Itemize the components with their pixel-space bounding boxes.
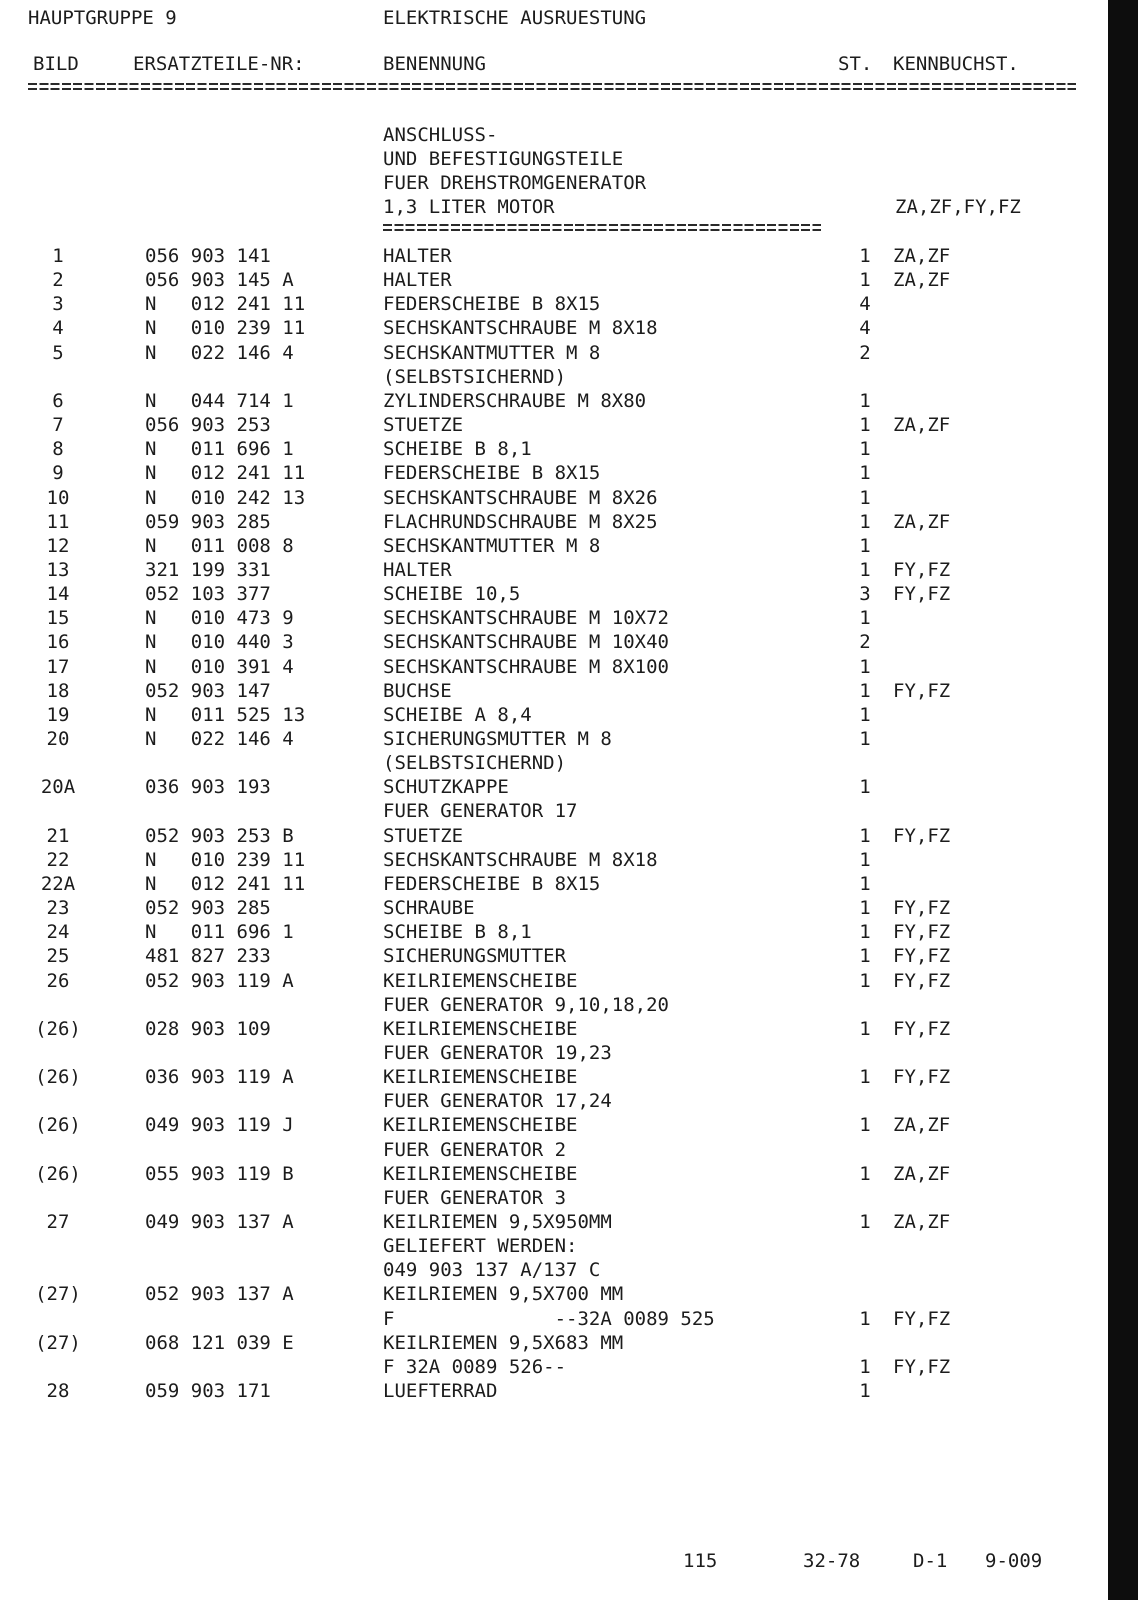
name-cell: FLACHRUNDSCHRAUBE M 8X25 <box>383 510 658 533</box>
table-row <box>0 1017 1100 1041</box>
table-row <box>0 316 1100 340</box>
part-number-cell: N 022 146 4 <box>145 728 294 750</box>
column-header-code: KENNBUCHST. <box>893 53 1019 75</box>
table-row <box>0 751 1100 775</box>
quantity-cell: 1 <box>859 921 871 944</box>
table-row <box>0 341 1100 365</box>
name-cell: SECHSKANTSCHRAUBE M 10X72 <box>383 607 669 630</box>
name-cell: ZYLINDERSCHRAUBE M 8X80 <box>383 389 647 412</box>
part-number-cell: N 010 239 11 <box>145 317 306 340</box>
quantity-cell: 1 <box>859 848 871 871</box>
name-cell: STUETZE <box>383 824 464 847</box>
column-header-quantity: ST. <box>838 53 873 75</box>
quantity-cell: 1 <box>859 1355 871 1378</box>
reference-code: 9-009 <box>985 1550 1043 1572</box>
section-line: UND BEFESTIGUNGSTEILE <box>383 148 624 170</box>
table-row <box>0 920 1100 944</box>
part-number-cell: N 044 714 1 <box>145 389 294 412</box>
name-cell: FUER GENERATOR 9,10,18,20 <box>383 993 669 1016</box>
part-number-cell: 481 827 233 <box>145 945 271 968</box>
quantity-cell: 1 <box>859 897 871 920</box>
part-number-cell: 059 903 285 <box>145 510 271 533</box>
table-row <box>0 1041 1100 1065</box>
part-number-cell: N 012 241 11 <box>145 462 306 485</box>
name-cell: SECHSKANTSCHRAUBE M 8X26 <box>383 486 658 509</box>
part-number-cell: 028 903 109 <box>145 1017 271 1040</box>
quantity-cell: 4 <box>859 317 871 340</box>
name-cell: KEILRIEMENSCHEIBE <box>383 1066 578 1089</box>
part-number-cell: N 011 696 1 <box>145 921 294 944</box>
name-cell: F --32A 0089 525 <box>383 1307 715 1330</box>
table-row <box>0 1379 1100 1403</box>
name-cell: FEDERSCHEIBE B 8X15 <box>383 462 601 485</box>
table-row <box>0 703 1100 727</box>
table-row <box>0 1113 1100 1137</box>
code-cell: FY,FZ <box>893 921 951 944</box>
table-row <box>0 510 1100 534</box>
part-number-cell: 056 903 253 <box>145 414 271 437</box>
part-number-cell: 049 903 137 A <box>145 1211 294 1233</box>
bild-cell: (27) <box>35 1283 81 1306</box>
part-number-cell: 052 903 119 A <box>145 969 294 992</box>
column-header-bild: BILD <box>33 53 79 75</box>
table-row <box>0 365 1100 389</box>
part-number-cell: N 011 696 1 <box>145 438 294 461</box>
name-cell: SICHERUNGSMUTTER M 8 <box>383 728 612 750</box>
table-row <box>0 413 1100 437</box>
table-row <box>0 1307 1100 1331</box>
table-row <box>0 606 1100 630</box>
section-line: FUER DREHSTROMGENERATOR <box>383 172 647 194</box>
table-row <box>0 292 1100 316</box>
code-cell: ZA,ZF <box>893 1114 951 1137</box>
bild-cell: 6 <box>52 389 64 412</box>
name-cell: FUER GENERATOR 3 <box>383 1186 567 1209</box>
part-number-cell: N 010 242 13 <box>145 486 306 509</box>
name-cell: HALTER <box>383 245 452 267</box>
quantity-cell: 1 <box>859 1114 871 1137</box>
code-cell: FY,FZ <box>893 1066 951 1089</box>
part-number-cell: N 011 525 13 <box>145 703 306 726</box>
quantity-cell: 1 <box>859 462 871 485</box>
quantity-cell: 1 <box>859 1380 871 1403</box>
table-row <box>0 1162 1100 1186</box>
part-number-cell: N 010 239 11 <box>145 848 306 871</box>
name-cell: BUCHSE <box>383 679 452 702</box>
quantity-cell: 1 <box>859 703 871 726</box>
table-row <box>0 244 1100 268</box>
code-cell: FY,FZ <box>893 558 951 581</box>
table-row <box>0 1065 1100 1089</box>
name-cell: 049 903 137 A/137 C <box>383 1259 601 1282</box>
edition-code: D-1 <box>913 1550 948 1572</box>
table-row <box>0 630 1100 654</box>
table-row <box>0 461 1100 485</box>
table-row <box>0 486 1100 510</box>
table-row <box>0 896 1100 920</box>
bild-cell: (26) <box>35 1017 81 1040</box>
name-cell: KEILRIEMEN 9,5X683 MM <box>383 1331 624 1354</box>
part-number-cell: 068 121 039 E <box>145 1331 294 1354</box>
bild-cell: 16 <box>46 631 70 654</box>
part-number-cell: 036 903 119 A <box>145 1066 294 1089</box>
part-number-cell: 052 903 253 B <box>145 824 294 847</box>
quantity-cell: 1 <box>859 945 871 968</box>
table-row <box>0 1234 1100 1258</box>
part-number-cell: N 012 241 11 <box>145 293 306 316</box>
quantity-cell: 1 <box>859 1017 871 1040</box>
name-cell: SCHEIBE B 8,1 <box>383 438 532 461</box>
quantity-cell: 1 <box>859 728 871 750</box>
bild-cell: (26) <box>35 1066 81 1089</box>
bild-cell: 20 <box>46 728 70 750</box>
bild-cell: 8 <box>52 438 64 461</box>
part-number-cell: 052 903 137 A <box>145 1283 294 1306</box>
bild-cell: 7 <box>52 414 64 437</box>
part-number-cell: 049 903 119 J <box>145 1114 294 1137</box>
code-cell: ZA,ZF <box>893 269 951 292</box>
name-cell: SCHEIBE B 8,1 <box>383 921 532 944</box>
date-code: 32-78 <box>803 1550 861 1572</box>
quantity-cell: 1 <box>859 414 871 437</box>
part-number-cell: 052 903 147 <box>145 679 271 702</box>
table-row <box>0 775 1100 799</box>
quantity-cell: 3 <box>859 583 871 606</box>
bild-cell: (26) <box>35 1162 81 1185</box>
quantity-cell: 1 <box>859 558 871 581</box>
table-row <box>0 1282 1100 1306</box>
table-row <box>0 824 1100 848</box>
code-cell: FY,FZ <box>893 1307 951 1330</box>
part-number-cell: 055 903 119 B <box>145 1162 294 1185</box>
code-cell: FY,FZ <box>893 1355 951 1378</box>
bild-cell: 15 <box>46 607 70 630</box>
section-code: ZA,ZF,FY,FZ <box>895 196 1021 218</box>
quantity-cell: 1 <box>859 824 871 847</box>
part-number-cell: 056 903 141 <box>145 245 271 267</box>
part-number-cell: N 022 146 4 <box>145 341 294 364</box>
table-row <box>0 1258 1100 1282</box>
scan-edge <box>1108 0 1138 1600</box>
table-row <box>0 655 1100 679</box>
part-number-cell: N 012 241 11 <box>145 872 306 895</box>
name-cell: F 32A 0089 526-- <box>383 1355 567 1378</box>
quantity-cell: 1 <box>859 1211 871 1233</box>
table-row <box>0 944 1100 968</box>
quantity-cell: 1 <box>859 1162 871 1185</box>
bild-cell: 10 <box>46 486 70 509</box>
section-line: ANSCHLUSS- <box>383 124 498 146</box>
table-row <box>0 1186 1100 1210</box>
bild-cell: 25 <box>46 945 70 968</box>
code-cell: ZA,ZF <box>893 245 951 267</box>
bild-cell: 23 <box>46 897 70 920</box>
name-cell: FUER GENERATOR 17,24 <box>383 1090 612 1113</box>
part-number-cell: N 010 473 9 <box>145 607 294 630</box>
name-cell: FUER GENERATOR 2 <box>383 1138 567 1161</box>
table-row <box>0 993 1100 1017</box>
name-cell: SCHRAUBE <box>383 897 475 920</box>
table-row <box>0 558 1100 582</box>
header-double-rule <box>28 83 1076 91</box>
table-row <box>0 437 1100 461</box>
quantity-cell: 1 <box>859 679 871 702</box>
part-number-cell: 321 199 331 <box>145 558 271 581</box>
name-cell: KEILRIEMENSCHEIBE <box>383 969 578 992</box>
section-double-rule <box>383 224 821 232</box>
part-number-cell: 052 103 377 <box>145 583 271 606</box>
quantity-cell: 1 <box>859 510 871 533</box>
name-cell: GELIEFERT WERDEN: <box>383 1235 578 1258</box>
name-cell: SECHSKANTMUTTER M 8 <box>383 534 601 557</box>
table-row <box>0 582 1100 606</box>
table-row <box>0 848 1100 872</box>
bild-cell: 12 <box>46 534 70 557</box>
bild-cell: (26) <box>35 1114 81 1137</box>
name-cell: STUETZE <box>383 414 464 437</box>
table-row <box>0 268 1100 292</box>
code-cell: FY,FZ <box>893 897 951 920</box>
code-cell: FY,FZ <box>893 1017 951 1040</box>
page-title: ELEKTRISCHE AUSRUESTUNG <box>383 7 647 29</box>
code-cell: FY,FZ <box>893 824 951 847</box>
section-line: 1,3 LITER MOTOR <box>383 196 555 218</box>
table-row <box>0 1210 1100 1234</box>
quantity-cell: 1 <box>859 1307 871 1330</box>
part-number-cell: N 010 440 3 <box>145 631 294 654</box>
name-cell: HALTER <box>383 269 452 292</box>
quantity-cell: 2 <box>859 631 871 654</box>
table-row <box>0 727 1100 751</box>
bild-cell: 5 <box>52 341 64 364</box>
quantity-cell: 1 <box>859 969 871 992</box>
name-cell: FEDERSCHEIBE B 8X15 <box>383 872 601 895</box>
table-row <box>0 969 1100 993</box>
name-cell: FEDERSCHEIBE B 8X15 <box>383 293 601 316</box>
part-number-cell: 059 903 171 <box>145 1380 271 1403</box>
name-cell: KEILRIEMENSCHEIBE <box>383 1114 578 1137</box>
bild-cell: (27) <box>35 1331 81 1354</box>
name-cell: KEILRIEMENSCHEIBE <box>383 1017 578 1040</box>
name-cell: KEILRIEMEN 9,5X700 MM <box>383 1283 624 1306</box>
code-cell: ZA,ZF <box>893 510 951 533</box>
bild-cell: 28 <box>46 1380 70 1403</box>
name-cell: KEILRIEMENSCHEIBE <box>383 1162 578 1185</box>
bild-cell: 3 <box>52 293 64 316</box>
table-row <box>0 1089 1100 1113</box>
bild-cell: 17 <box>46 655 70 678</box>
quantity-cell: 1 <box>859 389 871 412</box>
name-cell: KEILRIEMEN 9,5X950MM <box>383 1211 612 1233</box>
bild-cell: 2 <box>52 269 64 292</box>
table-row <box>0 799 1100 823</box>
bild-cell: 13 <box>46 558 70 581</box>
name-cell: FUER GENERATOR 17 <box>383 800 578 823</box>
bild-cell: 27 <box>46 1211 70 1233</box>
code-cell: FY,FZ <box>893 969 951 992</box>
bild-cell: 26 <box>46 969 70 992</box>
name-cell: FUER GENERATOR 19,23 <box>383 1041 612 1064</box>
main-group-label: HAUPTGRUPPE 9 <box>28 7 177 29</box>
part-number-cell: N 010 391 4 <box>145 655 294 678</box>
bild-cell: 21 <box>46 824 70 847</box>
quantity-cell: 1 <box>859 245 871 267</box>
table-row <box>0 679 1100 703</box>
name-cell: SECHSKANTSCHRAUBE M 8X18 <box>383 848 658 871</box>
name-cell: SCHUTZKAPPE <box>383 776 509 799</box>
quantity-cell: 1 <box>859 872 871 895</box>
table-row <box>0 1138 1100 1162</box>
name-cell: LUEFTERRAD <box>383 1380 498 1403</box>
part-number-cell: 056 903 145 A <box>145 269 294 292</box>
bild-cell: 4 <box>52 317 64 340</box>
code-cell: FY,FZ <box>893 945 951 968</box>
name-cell: SECHSKANTSCHRAUBE M 10X40 <box>383 631 669 654</box>
code-cell: ZA,ZF <box>893 1162 951 1185</box>
part-number-cell: 036 903 193 <box>145 776 271 799</box>
table-row <box>0 534 1100 558</box>
quantity-cell: 1 <box>859 655 871 678</box>
code-cell: FY,FZ <box>893 679 951 702</box>
name-cell: SECHSKANTMUTTER M 8 <box>383 341 601 364</box>
quantity-cell: 4 <box>859 293 871 316</box>
code-cell: ZA,ZF <box>893 1211 951 1233</box>
bild-cell: 1 <box>52 245 64 267</box>
name-cell: SCHEIBE 10,5 <box>383 583 521 606</box>
quantity-cell: 1 <box>859 269 871 292</box>
bild-cell: 24 <box>46 921 70 944</box>
table-row <box>0 872 1100 896</box>
name-cell: HALTER <box>383 558 452 581</box>
part-number-cell: 052 903 285 <box>145 897 271 920</box>
name-cell: SECHSKANTSCHRAUBE M 8X18 <box>383 317 658 340</box>
quantity-cell: 1 <box>859 1066 871 1089</box>
quantity-cell: 2 <box>859 341 871 364</box>
bild-cell: 14 <box>46 583 70 606</box>
bild-cell: 22 <box>46 848 70 871</box>
table-row <box>0 389 1100 413</box>
quantity-cell: 1 <box>859 534 871 557</box>
table-row <box>0 1331 1100 1355</box>
code-cell: ZA,ZF <box>893 414 951 437</box>
bild-cell: 19 <box>46 703 70 726</box>
quantity-cell: 1 <box>859 486 871 509</box>
bild-cell: 20A <box>40 776 76 799</box>
table-row <box>0 1355 1100 1379</box>
quantity-cell: 1 <box>859 438 871 461</box>
name-cell: (SELBSTSICHERND) <box>383 752 567 775</box>
name-cell: SCHEIBE A 8,4 <box>383 703 532 726</box>
bild-cell: 11 <box>46 510 70 533</box>
quantity-cell: 1 <box>859 607 871 630</box>
name-cell: SICHERUNGSMUTTER <box>383 945 567 968</box>
name-cell: (SELBSTSICHERND) <box>383 365 567 388</box>
bild-cell: 9 <box>52 462 64 485</box>
name-cell: SECHSKANTSCHRAUBE M 8X100 <box>383 655 669 678</box>
code-cell: FY,FZ <box>893 583 951 606</box>
part-number-cell: N 011 008 8 <box>145 534 294 557</box>
bild-cell: 22A <box>40 872 76 895</box>
quantity-cell: 1 <box>859 776 871 799</box>
bild-cell: 18 <box>46 679 70 702</box>
column-header-name: BENENNUNG <box>383 53 486 75</box>
page-number: 115 <box>683 1550 718 1572</box>
column-header-part-number: ERSATZTEILE-NR: <box>133 53 305 75</box>
